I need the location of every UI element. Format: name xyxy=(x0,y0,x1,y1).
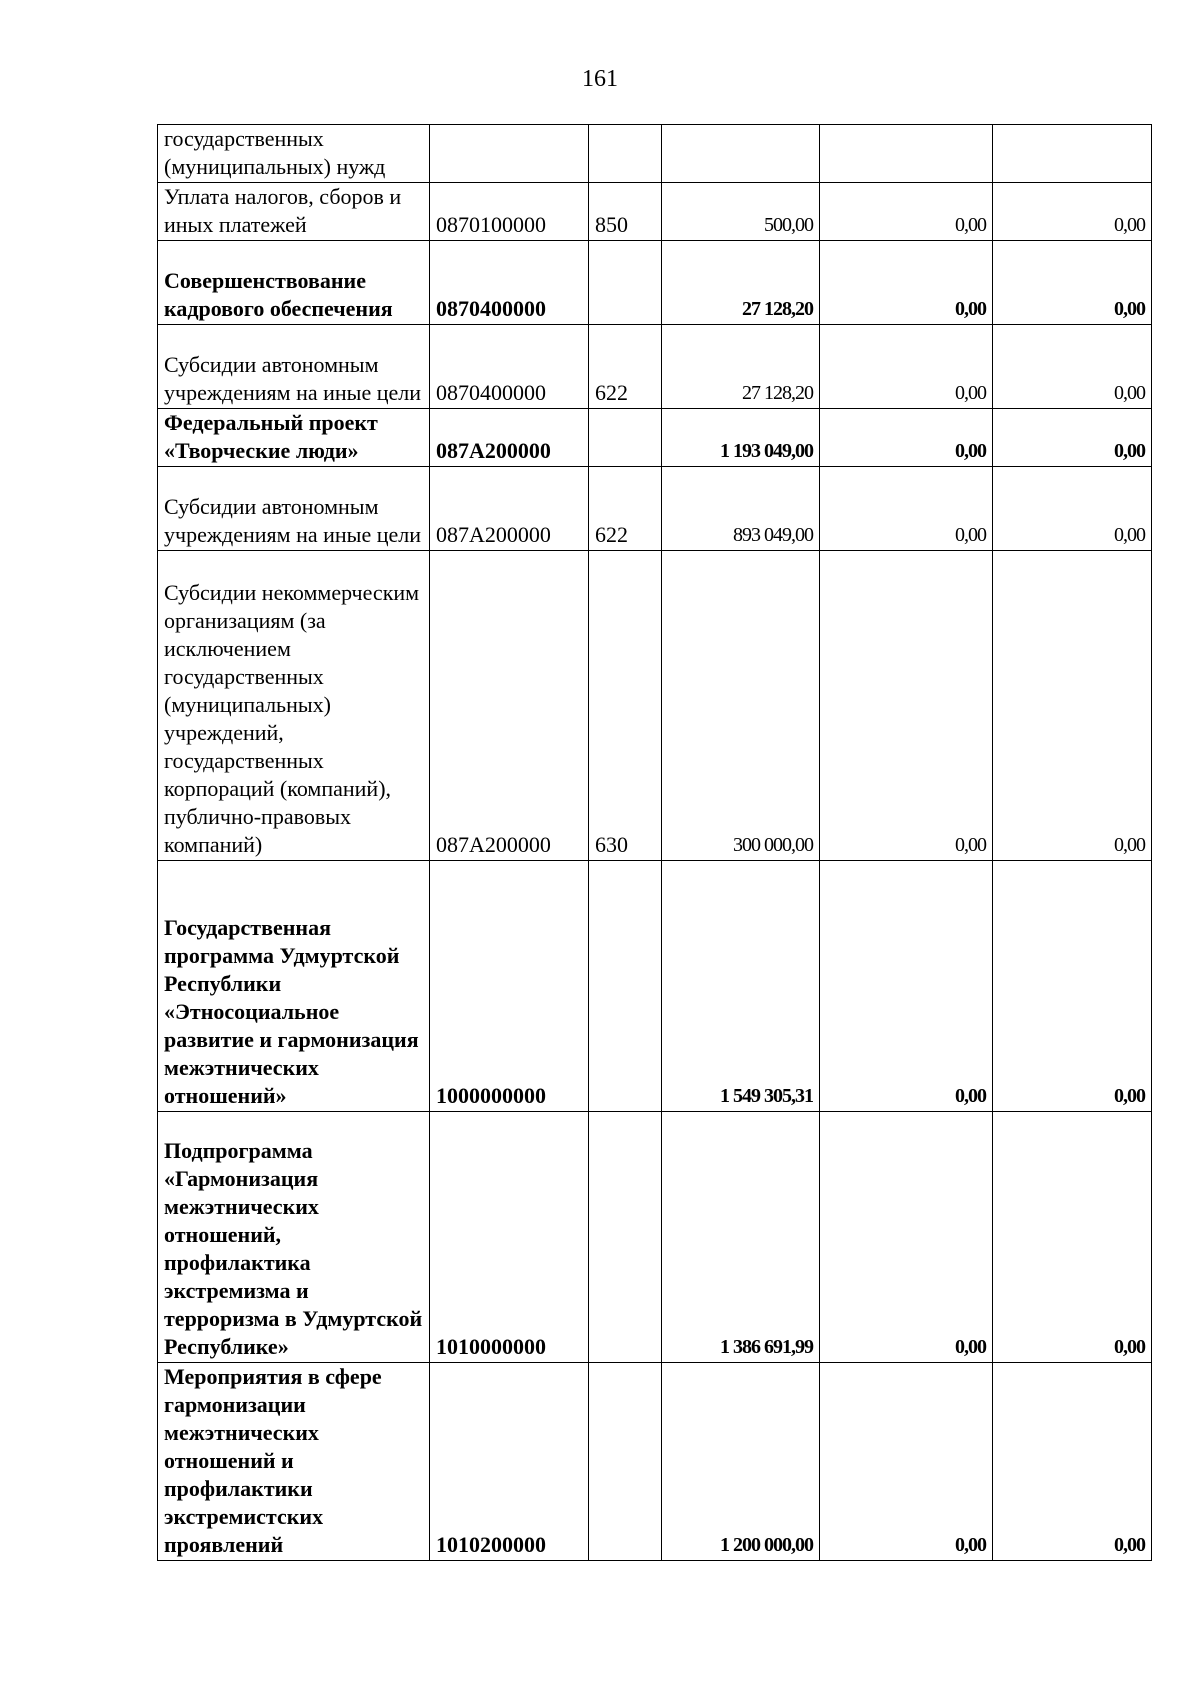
row-amount-year2-cell: 0,00 xyxy=(820,183,993,241)
row-name-cell: Совершенствование кадрового обеспечения xyxy=(158,241,430,325)
row-amount-year3-cell: 0,00 xyxy=(993,183,1152,241)
table-row xyxy=(158,861,1152,1112)
table-row xyxy=(158,183,1152,241)
row-amount-year3-cell: 0,00 xyxy=(993,325,1152,409)
budget-table-body xyxy=(158,125,1152,1561)
table-row xyxy=(158,241,1152,325)
row-name-cell: Государственная программа Удмуртской Республики «Этносоциальное развитие и гармонизация межэтнических отношений» xyxy=(158,861,430,1112)
table-row xyxy=(158,467,1152,551)
row-code-cell: 1010000000 xyxy=(430,1112,589,1363)
row-amount-year1-cell: 1 193 049,00 xyxy=(662,409,820,467)
table-row xyxy=(158,551,1152,861)
row-amount-year3-cell: 0,00 xyxy=(993,409,1152,467)
row-amount-year1-cell: 500,00 xyxy=(662,183,820,241)
row-expense-type-cell: 622 xyxy=(589,467,662,551)
row-amount-year3-cell: 0,00 xyxy=(993,861,1152,1112)
page-number: 161 xyxy=(582,66,618,92)
row-expense-type-cell: 622 xyxy=(589,325,662,409)
row-code-cell: 0870400000 xyxy=(430,241,589,325)
row-code-cell: 0870400000 xyxy=(430,325,589,409)
row-expense-type-cell xyxy=(589,1112,662,1363)
row-code-cell: 087A200000 xyxy=(430,409,589,467)
row-amount-year3-cell: 0,00 xyxy=(993,467,1152,551)
row-name-cell: Мероприятия в сфере гармонизации межэтнических отношений и профилактики экстремистских проявлений xyxy=(158,1363,430,1561)
row-amount-year1-cell: 1 200 000,00 xyxy=(662,1363,820,1561)
row-amount-year1-cell: 300 000,00 xyxy=(662,551,820,861)
table-row xyxy=(158,409,1152,467)
row-amount-year3-cell: 0,00 xyxy=(993,1112,1152,1363)
row-expense-type-cell xyxy=(589,861,662,1112)
row-code-cell xyxy=(430,125,589,183)
row-amount-year1-cell: 893 049,00 xyxy=(662,467,820,551)
row-amount-year3-cell: 0,00 xyxy=(993,551,1152,861)
row-amount-year2-cell: 0,00 xyxy=(820,241,993,325)
row-name-cell: Федеральный проект «Творческие люди» xyxy=(158,409,430,467)
row-amount-year2-cell: 0,00 xyxy=(820,325,993,409)
row-amount-year2-cell: 0,00 xyxy=(820,1363,993,1561)
row-name-cell: государственных (муниципальных) нужд xyxy=(158,125,430,183)
row-amount-year1-cell: 27 128,20 xyxy=(662,241,820,325)
budget-table xyxy=(157,124,1152,1561)
row-name-cell: Субсидии автономным учреждениям на иные цели xyxy=(158,467,430,551)
row-amount-year2-cell: 0,00 xyxy=(820,551,993,861)
row-name-cell: Субсидии некоммерческим организациям (за исключением государственных (муниципальных) учреждений, государственных корпораций (компаний), публично-правовых компаний) xyxy=(158,551,430,861)
row-amount-year1-cell: 27 128,20 xyxy=(662,325,820,409)
table-row xyxy=(158,125,1152,183)
row-amount-year2-cell: 0,00 xyxy=(820,1112,993,1363)
row-amount-year2-cell: 0,00 xyxy=(820,467,993,551)
row-code-cell: 1000000000 xyxy=(430,861,589,1112)
table-row xyxy=(158,1112,1152,1363)
row-expense-type-cell xyxy=(589,1363,662,1561)
row-code-cell: 1010200000 xyxy=(430,1363,589,1561)
row-code-cell: 087A200000 xyxy=(430,467,589,551)
row-expense-type-cell xyxy=(589,241,662,325)
row-amount-year3-cell: 0,00 xyxy=(993,241,1152,325)
row-amount-year1-cell: 1 549 305,31 xyxy=(662,861,820,1112)
row-code-cell: 0870100000 xyxy=(430,183,589,241)
row-amount-year1-cell xyxy=(662,125,820,183)
table-row xyxy=(158,1363,1152,1561)
row-expense-type-cell: 850 xyxy=(589,183,662,241)
row-name-cell: Уплата налогов, сборов и иных платежей xyxy=(158,183,430,241)
row-code-cell: 087A200000 xyxy=(430,551,589,861)
row-expense-type-cell xyxy=(589,125,662,183)
row-amount-year2-cell xyxy=(820,125,993,183)
row-amount-year3-cell: 0,00 xyxy=(993,1363,1152,1561)
row-expense-type-cell: 630 xyxy=(589,551,662,861)
row-amount-year2-cell: 0,00 xyxy=(820,861,993,1112)
row-amount-year1-cell: 1 386 691,99 xyxy=(662,1112,820,1363)
table-row xyxy=(158,325,1152,409)
row-name-cell: Субсидии автономным учреждениям на иные цели xyxy=(158,325,430,409)
row-amount-year2-cell: 0,00 xyxy=(820,409,993,467)
row-name-cell: Подпрограмма «Гармонизация межэтнических отношений, профилактика экстремизма и терроризма в Удмуртской Республике» xyxy=(158,1112,430,1363)
row-expense-type-cell xyxy=(589,409,662,467)
row-amount-year3-cell xyxy=(993,125,1152,183)
